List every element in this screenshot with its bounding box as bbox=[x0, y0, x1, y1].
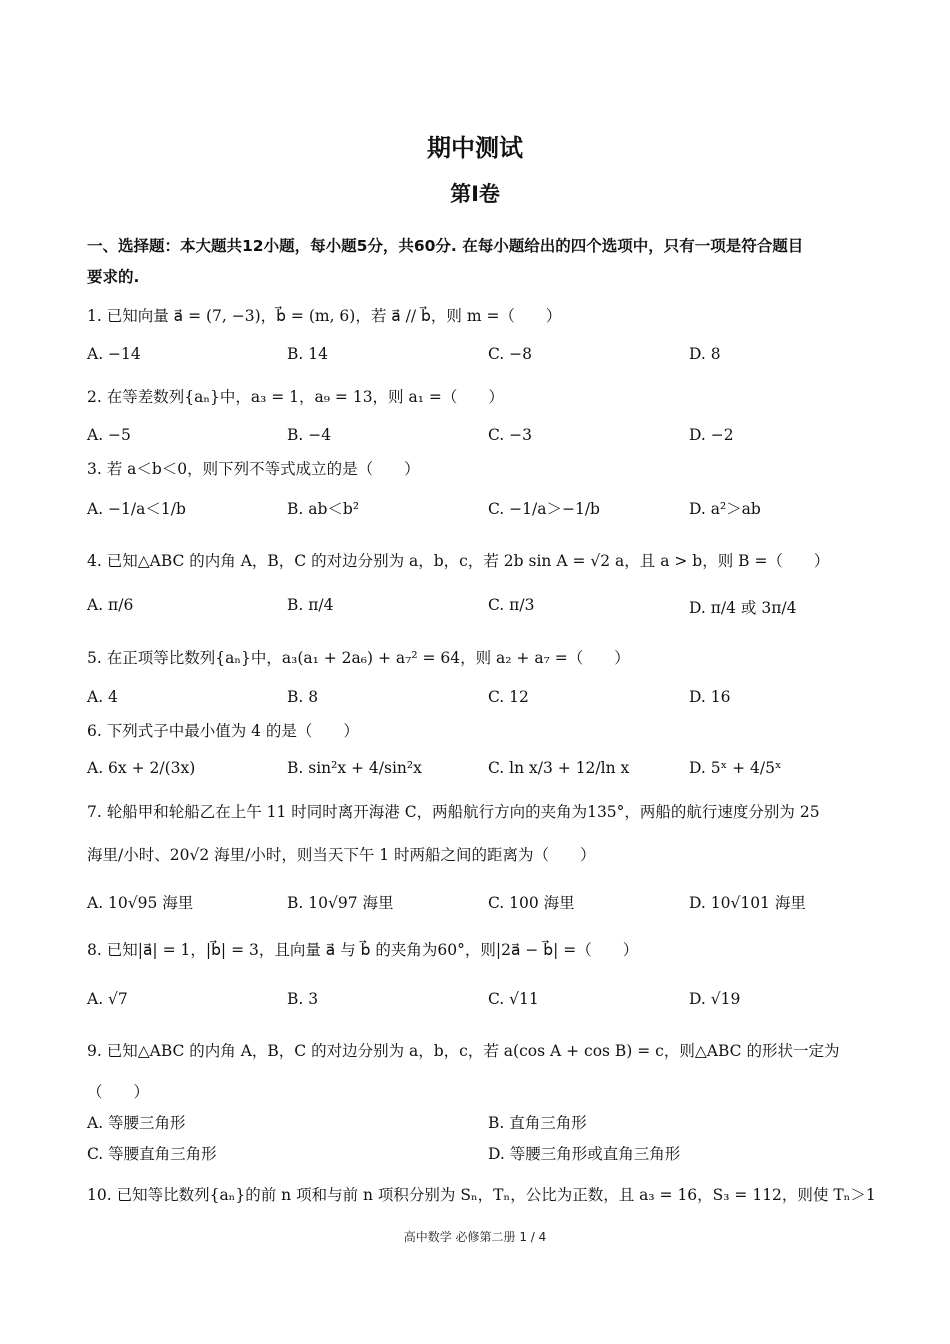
question-5-option-d: D. 16 bbox=[689, 688, 731, 706]
question-9-option-b: B. 直角三角形 bbox=[488, 1114, 587, 1132]
question-2-option-d: D. −2 bbox=[689, 426, 734, 444]
question-2-option-b: B. −4 bbox=[287, 426, 332, 444]
question-4-option-a: A. π/6 bbox=[87, 596, 134, 614]
question-1-stem: 1. 已知向量 a⃗ = (7, −3)，b⃗ = (m, 6)，若 a⃗ // b⃗，则 m =（ ） bbox=[87, 307, 562, 325]
question-7-option-a: A. 10√95 海里 bbox=[87, 894, 194, 912]
question-5-option-b: B. 8 bbox=[287, 688, 319, 706]
question-2-option-a: A. −5 bbox=[87, 426, 131, 444]
page-title: 期中测试 bbox=[427, 134, 523, 162]
question-2-stem: 2. 在等差数列{aₙ}中，a₃ = 1，a₉ = 13，则 a₁ =（ ） bbox=[87, 388, 504, 406]
question-5-option-c: C. 12 bbox=[488, 688, 529, 706]
question-3-option-c: C. −1/a＞−1/b bbox=[488, 500, 600, 518]
question-1-option-b: B. 14 bbox=[287, 345, 328, 363]
question-9-option-d: D. 等腰三角形或直角三角形 bbox=[488, 1145, 681, 1163]
question-1-option-d: D. 8 bbox=[689, 345, 721, 363]
question-4-stem: 4. 已知△ABC 的内角 A，B，C 的对边分别为 a，b，c，若 2b sin A = √2 a，且 a > b，则 B =（ ） bbox=[87, 552, 830, 570]
question-8-stem: 8. 已知|a⃗| = 1，|b⃗| = 3，且向量 a⃗ 与 b⃗ 的夹角为60°，则|2a⃗ − b⃗| =（ ） bbox=[87, 941, 639, 959]
question-1-option-c: C. −8 bbox=[488, 345, 533, 363]
section-heading: 一、选择题：本大题共12小题，每小题5分，共60分. 在每小题给出的四个选项中，只有一项是符合题目 bbox=[87, 237, 804, 255]
question-7-option-b: B. 10√97 海里 bbox=[287, 894, 394, 912]
question-9-stem-cont: （ ） bbox=[87, 1083, 150, 1101]
question-4-option-c: C. π/3 bbox=[488, 596, 535, 614]
question-9-stem: 9. 已知△ABC 的内角 A，B，C 的对边分别为 a，b，c，若 a(cos A + cos B) = c，则△ABC 的形状一定为 bbox=[87, 1042, 840, 1060]
question-7-stem-cont: 海里/小时、20√2 海里/小时，则当天下午 1 时两船之间的距离为（ ） bbox=[87, 846, 596, 864]
question-7-stem: 7. 轮船甲和轮船乙在上午 11 时同时离开海港 C，两船航行方向的夹角为135°，两船的航行速度分别为 25 bbox=[87, 803, 820, 821]
question-4-option-b: B. π/4 bbox=[287, 596, 334, 614]
page-subtitle: 第Ⅰ卷 bbox=[450, 182, 500, 206]
question-6-option-b: B. sin²x + 4/sin²x bbox=[287, 759, 422, 777]
question-4-option-d: D. π/4 或 3π/4 bbox=[689, 599, 797, 617]
question-9-option-a: A. 等腰三角形 bbox=[87, 1114, 186, 1132]
question-6-option-a: A. 6x + 2/(3x) bbox=[87, 759, 196, 777]
question-8-option-b: B. 3 bbox=[287, 990, 319, 1008]
question-3-option-a: A. −1/a＜1/b bbox=[87, 500, 186, 518]
question-3-option-b: B. ab＜b² bbox=[287, 500, 360, 518]
question-8-option-c: C. √11 bbox=[488, 990, 539, 1008]
question-8-option-d: D. √19 bbox=[689, 990, 741, 1008]
section-heading-cont: 要求的. bbox=[87, 268, 140, 286]
question-7-option-d: D. 10√101 海里 bbox=[689, 894, 806, 912]
question-3-stem: 3. 若 a＜b＜0，则下列不等式成立的是（ ） bbox=[87, 460, 420, 478]
question-3-option-d: D. a²＞ab bbox=[689, 500, 761, 518]
question-5-option-a: A. 4 bbox=[87, 688, 118, 706]
question-5-stem: 5. 在正项等比数列{aₙ}中，a₃(a₁ + 2a₆) + a₇² = 64，则 a₂ + a₇ =（ ） bbox=[87, 649, 630, 667]
question-10-stem: 10. 已知等比数列{aₙ}的前 n 项和与前 n 项积分别为 Sₙ，Tₙ，公比为正数，且 a₃ = 16，S₃ = 112，则使 Tₙ＞1 bbox=[87, 1186, 876, 1204]
question-7-option-c: C. 100 海里 bbox=[488, 894, 575, 912]
question-2-option-c: C. −3 bbox=[488, 426, 533, 444]
question-8-option-a: A. √7 bbox=[87, 990, 128, 1008]
question-6-stem: 6. 下列式子中最小值为 4 的是（ ） bbox=[87, 722, 359, 740]
question-1-option-a: A. −14 bbox=[87, 345, 141, 363]
page-footer: 高中数学 必修第二册 1 / 4 bbox=[403, 1230, 547, 1244]
question-6-option-c: C. ln x/3 + 12/ln x bbox=[488, 759, 630, 777]
question-9-option-c: C. 等腰直角三角形 bbox=[87, 1145, 217, 1163]
question-6-option-d: D. 5ˣ + 4/5ˣ bbox=[689, 759, 782, 777]
